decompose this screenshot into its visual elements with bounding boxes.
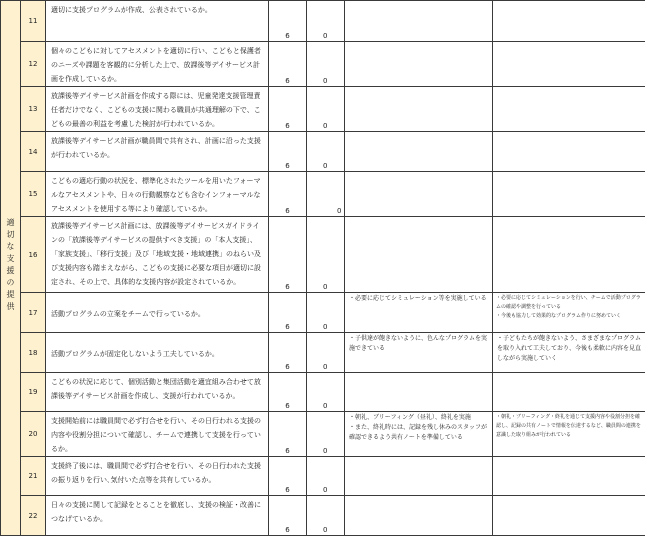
question-text: こどもの状況に応じて、個別活動と集団活動を適宜組み合わせて放課後等デイサービス計画を作成し、支援が行われているか。: [46, 373, 269, 412]
yes-count: 6: [269, 457, 307, 496]
table-row: [1, 87, 645, 132]
row-number: 17: [21, 293, 46, 333]
yes-count: 6: [269, 412, 307, 457]
action-cell: [345, 373, 493, 412]
action-cell: [345, 172, 493, 217]
row-number: 22: [21, 496, 46, 536]
section-label: 適切な支援の提供: [5, 218, 16, 314]
question-text: 個々のこどもに対してアセスメントを適切に行い、こどもと保護者のニーズや課題を客観的に分析した上で、放課後等デイサービス計画を作成しているか。: [46, 42, 269, 87]
yes-count: 6: [269, 132, 307, 172]
yes-count: 6: [269, 373, 307, 412]
table-row: [1, 457, 645, 496]
table-row: [1, 412, 645, 457]
action-cell: ・必要に応じてシミュレーション等を実施している: [345, 293, 493, 333]
table-row: [1, 42, 645, 87]
yes-count: 6: [269, 42, 307, 87]
no-count: 0: [307, 42, 345, 87]
yes-count: 6: [269, 293, 307, 333]
row-number: 21: [21, 457, 46, 496]
row-number: 11: [21, 1, 46, 42]
improve-cell: ・必要に応じてシミュレーションを行い、チームで活動プログラムの確認や調整を行っている ・今後も協力して効果的なプログラム作りに努めていく: [493, 293, 645, 333]
yes-count: 6: [269, 172, 307, 217]
no-count: 0: [307, 87, 345, 132]
improve-cell: [493, 87, 645, 132]
row-number: 20: [21, 412, 46, 457]
improve-cell: [493, 132, 645, 172]
question-text: 放課後等デイサービス計画を作成する際には、児童発達支援管理責任者だけでなく、こどもの支援に関わる職員が共通理解の下で、こどもの最善の利益を考慮した検討が行われているか。: [46, 87, 269, 132]
improve-cell: [493, 496, 645, 536]
table-row: [1, 333, 645, 373]
yes-count: 6: [269, 1, 307, 42]
improve-cell: [493, 373, 645, 412]
no-count: 0: [307, 333, 345, 373]
improve-cell: [493, 1, 645, 42]
row-number: 19: [21, 373, 46, 412]
yes-count: 6: [269, 496, 307, 536]
table-row: [1, 293, 645, 333]
row-number: 18: [21, 333, 46, 373]
row-number: 16: [21, 217, 46, 293]
no-count: 0: [307, 293, 345, 333]
action-cell: [345, 496, 493, 536]
improve-cell: [493, 217, 645, 293]
question-text: 活動プログラムが固定化しないよう工夫しているか。: [46, 333, 269, 373]
table-row: [1, 496, 645, 536]
question-text: 支援開始前には職員間で必ず打合せを行い、その日行われる支援の内容や役割分担について確認し、チームで連携して支援を行っているか。: [46, 412, 269, 457]
question-text: 活動プログラムの立案をチームで行っているか。: [46, 293, 269, 333]
question-text: 日々の支援に関して記録をとることを徹底し、支援の検証・改善につなげているか。: [46, 496, 269, 536]
action-cell: [345, 457, 493, 496]
question-text: こどもの適応行動の状況を、標準化されたツールを用いたフォーマルなアセスメントや、日々の行動観察なども含むインフォーマルなアセスメントを使用する等により確認しているか。: [46, 172, 269, 217]
yes-count: 6: [269, 217, 307, 293]
action-cell: [345, 132, 493, 172]
action-cell: ・朝礼、ブリーフィング（昼礼）、終礼を実施 ・また、終礼時には、記録を残し休みのスタッフが確認できるよう共有ノートを準備している: [345, 412, 493, 457]
table-row: [1, 1, 645, 42]
yes-count: 6: [269, 87, 307, 132]
row-number: 14: [21, 132, 46, 172]
improve-cell: [493, 457, 645, 496]
action-cell: [345, 87, 493, 132]
row-number: 12: [21, 42, 46, 87]
question-text: 支援終了後には、職員間で必ず打合せを行い、その日行われた支援の振り返りを行い､気付いた点等を共有しているか。: [46, 457, 269, 496]
no-count: 0: [307, 1, 345, 42]
no-count: 0: [307, 457, 345, 496]
question-text: 放課後等デイサービス計画が職員間で共有され、計画に沿った支援が行われているか。: [46, 132, 269, 172]
question-text: 放課後等デイサービス計画には、放課後等デイサービスガイドラインの「放課後等デイサービスの提供すべき支援」の「本人支援」、「家族支援」、「移行支援」及び「地域支援・地域連携」のねらい及び支援内容も踏まえながら、こどもの支援に必要な項目が適切に設定され、その上で、具体的な支援内容が設定されているか。: [46, 217, 269, 293]
table-row: [1, 217, 645, 293]
improve-cell: ・朝礼・ブリーフィング・終礼を通じて支援内容や役割分担を確認し、記録の共有ノートで情報を伝達するなど、職員間の連携を意識した取り組みが行われている: [493, 412, 645, 457]
table-row: [1, 172, 645, 217]
no-count: 0: [307, 217, 345, 293]
no-count: 0: [307, 496, 345, 536]
no-count: 0: [307, 132, 345, 172]
action-cell: [345, 1, 493, 42]
question-text: 適切に支援プログラムが作成、公表されているか。: [46, 1, 269, 42]
action-cell: [345, 217, 493, 293]
improve-cell: [493, 42, 645, 87]
no-count: 0: [307, 172, 345, 217]
no-count: 0: [307, 373, 345, 412]
row-number: 13: [21, 87, 46, 132]
section-label-cell: [1, 1, 21, 536]
table-row: [1, 132, 645, 172]
improve-cell: ・子どもたちが飽きないよう、さまざまなプログラムを取り入れて工夫しており、今後も柔軟に内容を見直しながら実施していく: [493, 333, 645, 373]
table-row: [1, 373, 645, 412]
row-number: 15: [21, 172, 46, 217]
action-cell: ・子供達が飽きないように、色んなプログラムを実施できている: [345, 333, 493, 373]
yes-count: 6: [269, 333, 307, 373]
action-cell: [345, 42, 493, 87]
no-count: 0: [307, 412, 345, 457]
improve-cell: [493, 172, 645, 217]
